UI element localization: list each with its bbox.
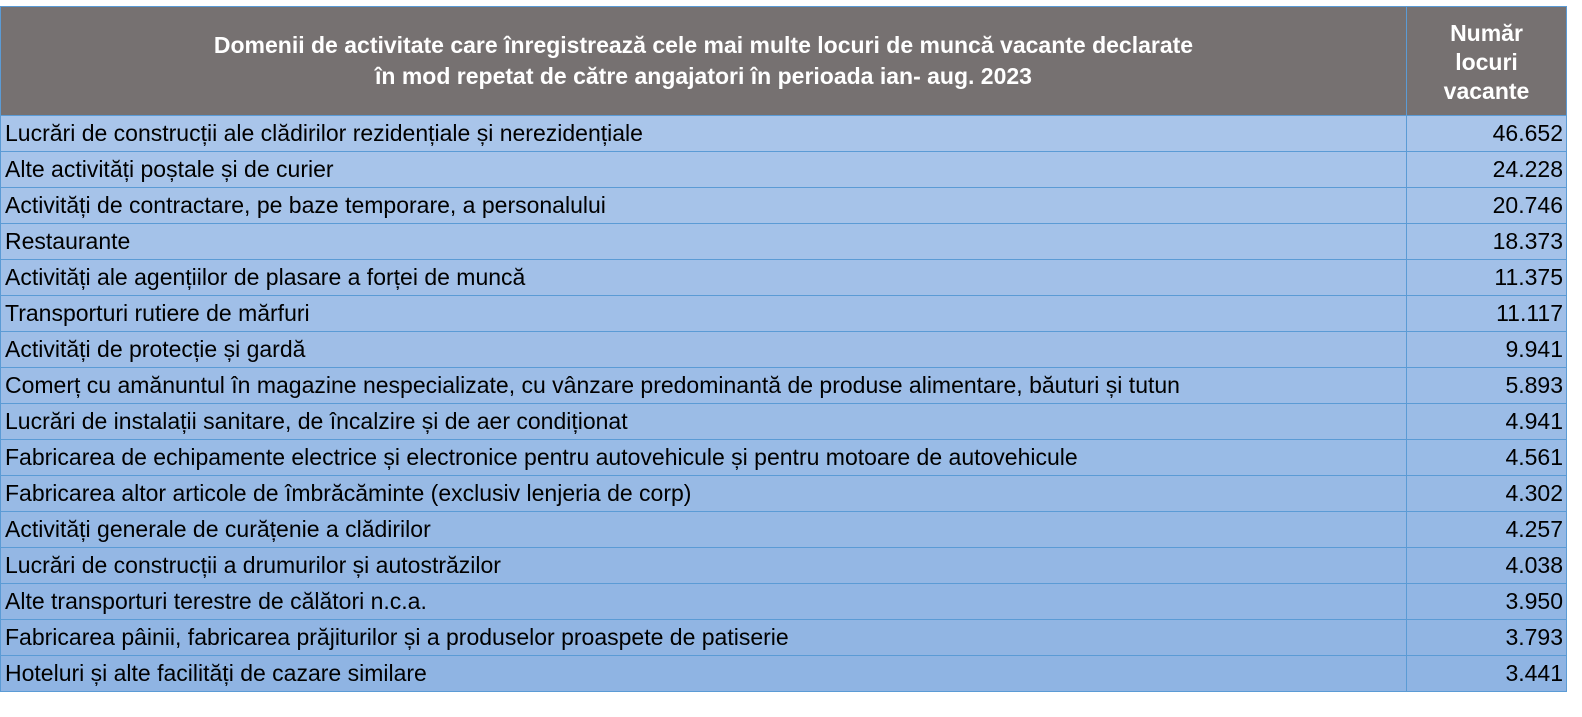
row-label: Alte activități poștale și de curier — [1, 152, 1407, 188]
row-label: Lucrări de construcții a drumurilor și autostrăzilor — [1, 548, 1407, 584]
value-header-line-3: vacante — [1443, 77, 1530, 104]
row-label: Activități de contractare, pe baze temporare, a personalului — [1, 188, 1407, 224]
row-value: 4.302 — [1407, 476, 1567, 512]
row-value: 3.950 — [1407, 584, 1567, 620]
header-title-line-2: în mod repetat de către angajatori în perioada ian- aug. 2023 — [375, 63, 1032, 89]
row-value: 20.746 — [1407, 188, 1567, 224]
table-row — [1, 224, 1567, 260]
row-value: 4.561 — [1407, 440, 1567, 476]
row-value: 4.257 — [1407, 512, 1567, 548]
row-label: Activități ale agențiilor de plasare a forței de muncă — [1, 260, 1407, 296]
table-body — [1, 116, 1567, 692]
row-value: 46.652 — [1407, 116, 1567, 152]
row-value: 4.038 — [1407, 548, 1567, 584]
row-label: Activități generale de curățenie a clădirilor — [1, 512, 1407, 548]
table-row — [1, 476, 1567, 512]
table-row — [1, 584, 1567, 620]
table-row — [1, 332, 1567, 368]
table-row — [1, 656, 1567, 692]
header-title-line-1: Domenii de activitate care înregistrează cele mai multe locuri de muncă vacante declarate — [213, 32, 1194, 58]
row-value: 11.117 — [1407, 296, 1567, 332]
value-header-line-1: Număr — [1450, 19, 1523, 46]
row-value: 11.375 — [1407, 260, 1567, 296]
row-label: Restaurante — [1, 224, 1407, 260]
row-value: 18.373 — [1407, 224, 1567, 260]
table-row — [1, 368, 1567, 404]
table-row — [1, 404, 1567, 440]
vacancies-table-container — [0, 6, 1566, 692]
row-label: Fabricarea de echipamente electrice și electronice pentru autovehicule și pentru motoare de autovehicule — [1, 440, 1407, 476]
value-header-line-2: locuri — [1455, 48, 1518, 75]
vacancies-table — [0, 6, 1567, 692]
row-label: Activități de protecție și gardă — [1, 332, 1407, 368]
row-label: Lucrări de instalații sanitare, de încalzire și de aer condiționat — [1, 404, 1407, 440]
row-label: Hoteluri și alte facilități de cazare similare — [1, 656, 1407, 692]
header-row — [1, 7, 1567, 116]
row-label: Fabricarea pâinii, fabricarea prăjiturilor și a produselor proaspete de patiserie — [1, 620, 1407, 656]
row-value: 9.941 — [1407, 332, 1567, 368]
row-label: Transporturi rutiere de mărfuri — [1, 296, 1407, 332]
row-label: Lucrări de construcții ale clădirilor rezidențiale și nerezidențiale — [1, 116, 1407, 152]
table-row — [1, 152, 1567, 188]
row-label: Alte transporturi terestre de călători n.c.a. — [1, 584, 1407, 620]
row-value: 4.941 — [1407, 404, 1567, 440]
table-row — [1, 548, 1567, 584]
row-value: 24.228 — [1407, 152, 1567, 188]
column-header-domain — [1, 7, 1407, 116]
row-label: Comerț cu amănuntul în magazine nespecializate, cu vânzare predominantă de produse alimentare, băuturi și tutun — [1, 368, 1407, 404]
table-row — [1, 188, 1567, 224]
table-row — [1, 116, 1567, 152]
column-header-vacancies — [1407, 7, 1567, 116]
table-row — [1, 260, 1567, 296]
row-value: 3.441 — [1407, 656, 1567, 692]
row-label: Fabricarea altor articole de îmbrăcăminte (exclusiv lenjeria de corp) — [1, 476, 1407, 512]
table-row — [1, 296, 1567, 332]
table-row — [1, 440, 1567, 476]
row-value: 5.893 — [1407, 368, 1567, 404]
row-value: 3.793 — [1407, 620, 1567, 656]
table-row — [1, 620, 1567, 656]
table-row — [1, 512, 1567, 548]
